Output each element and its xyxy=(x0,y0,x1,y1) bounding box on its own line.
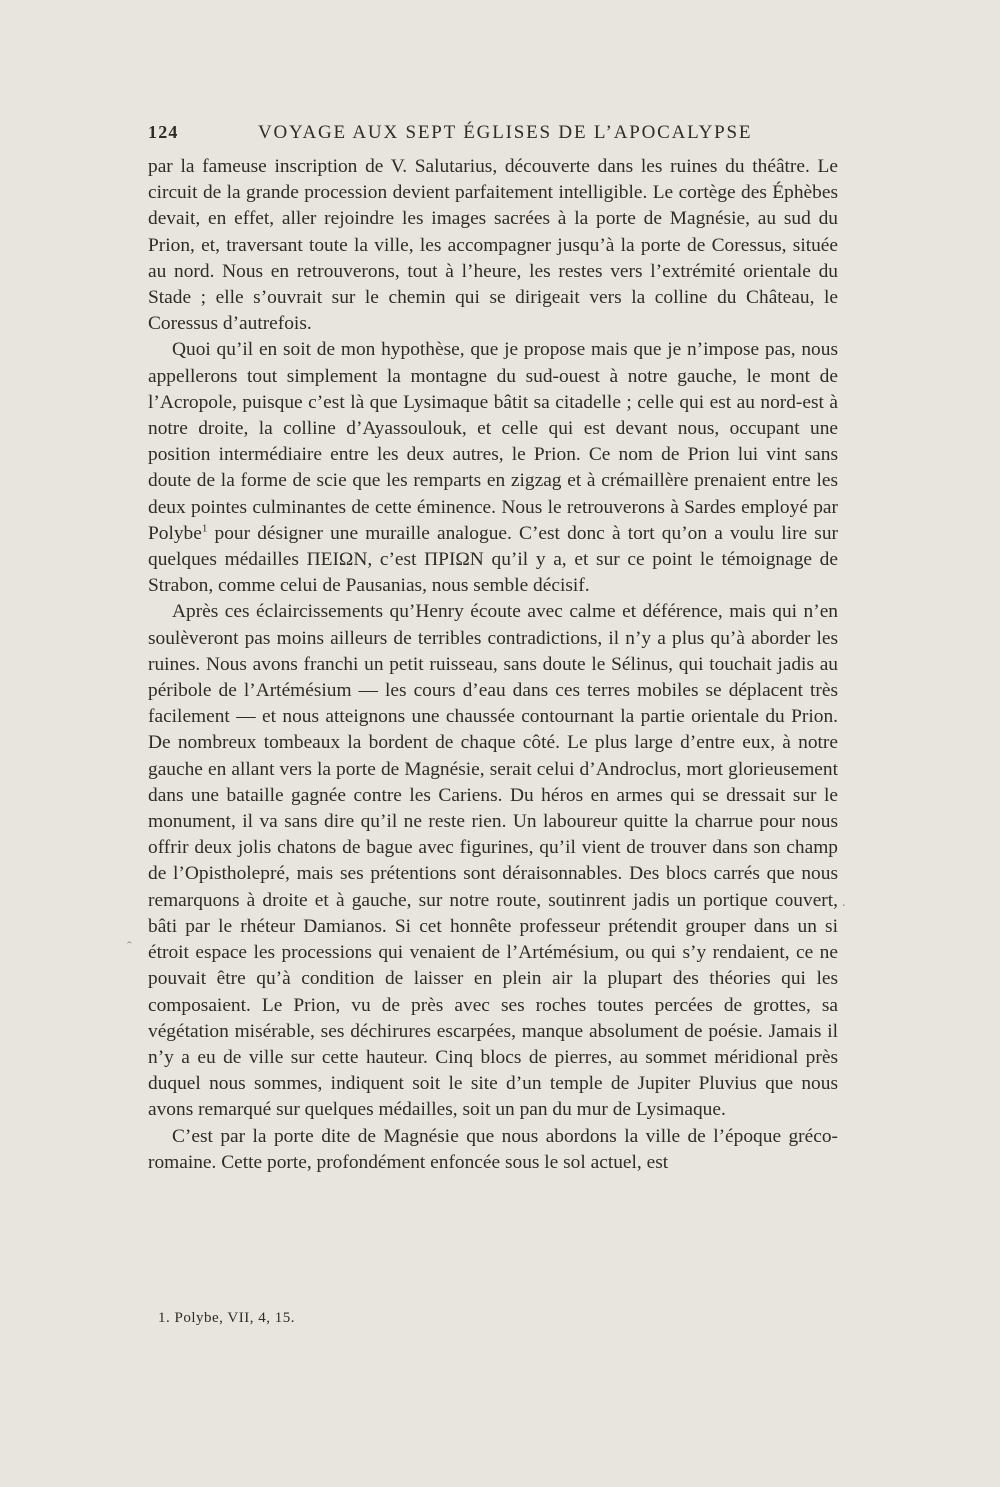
paragraph-prion-hypothesis xyxy=(148,337,838,599)
paragraph-text-part: Quoi qu’il en soit de mon hypothèse, que je propose mais que je n’impose pas, nous appellerons tout simplement la montagne du sud-ouest à notre gauche, le mont de l’Acropole, puisque c’est là que Lysimaque bâtit sa citadelle ; celle qui est au nord-est à notre droite, la colline d’Ayassoulouk, et celle qui est devant nous, occupant une position intermédiaire entre les deux autres, le Prion. Ce nom de Prion lui vint sans doute de la forme de scie que les remparts en zigzag et à crémaillère prenaient entre les deux pointes culminantes de cette éminence. Nous le retrouverons à Sardes employé par Polybe xyxy=(148,339,838,544)
page-header xyxy=(148,118,838,148)
paragraph-magnesia-gate: C’est par la porte dite de Magnésie que nous abordons la ville de l’époque gréco-romaine. Cette porte, profondément enfoncée sous le sol actuel, est xyxy=(148,1125,838,1173)
running-head: VOYAGE AUX SEPT ÉGLISES DE L’APOCALYPSE xyxy=(258,122,753,143)
paragraph-continuation: par la fameuse inscription de V. Salutarius, découverte dans les ruines du théâtre. Le circuit de la grande procession devient parfaitement intelligible. Le cortège des Éphèbes devait, en effet, aller rejoindre les images sacrées à la porte de Magnésie, au sud du Prion, et, traversant toute la ville, les accompagner jusqu’à la porte de Coressus, située au nord. Nous en retrouverons, tout à l’heure, les restes vers l’extrémité orientale du Stade ; elle s’ouvrait sur le chemin qui se dirigeait vers la colline du Château, le Coressus d’autrefois. xyxy=(148,156,838,335)
footnote: 1. Polybe, VII, 4, 15. xyxy=(158,1310,295,1326)
stray-mark: ˆ xyxy=(127,940,132,955)
footnote-reference: 1 xyxy=(201,522,208,535)
stray-dot: . xyxy=(842,895,846,910)
paragraph-text-part: pour désigner une muraille analogue. C’est donc à tort qu’on a voulu lire sur quelques médailles ΠΕΙΩΝ, c’est ΠΡΙΩΝ qu’il y a, et sur ce point le témoignage de Strabon, comme celui de Pausanias, nous semble décisif. xyxy=(148,522,838,597)
paragraph-ruins-approach: Après ces éclaircissements qu’Henry écoute avec calme et déférence, mais qui n’en soulèveront pas moins ailleurs de terribles contradictions, il n’y a plus qu’à aborder les ruines. Nous avons franchi un petit ruisseau, sans doute le Sélinus, qui touchait jadis au péribole de l’Artémésium — les cours d’eau dans ces terres mobiles se déplacent très facilement — et nous atteignons une chaussée contournant la partie orientale du Prion. De nombreux tombeaux la bordent de chaque côté. Le plus large d’entre eux, à notre gauche en allant vers la porte de Magnésie, serait celui d’Androclus, mort glorieusement dans une bataille gagnée contre les Cariens. Du héros en armes qui se dressait sur le monument, il va sans dire qu’il ne reste rien. Un laboureur quitte la charrue pour nous offrir deux jolis chatons de bague avec figurines, qu’il vient de trouver dans son champ de l’Opistholepré, mais ses prétentions sont déraisonnables. Des blocs carrés que nous remarquons à droite et à gauche, sur notre route, soutinrent jadis un portique couvert, bâti par le rhéteur Damianos. Si cet honnête professeur prétendit grouper dans un si étroit espace les processions qui venaient de l’Artémésium, ou qui s’y rendaient, ce ne pouvait être qu’à condition de laisser en plein air la plupart des théories qui les composaient. Le Prion, vu de près avec ses roches toutes percées de grottes, sa végétation misérable, ses déchirures escarpées, manque absolument de poésie. Jamais il n’y a eu de ville sur cette hauteur. Cinq blocs de pierres, au sommet méridional près duquel nous sommes, indiquent soit le site d’un temple de Jupiter Pluvius que nous avons remarqué sur quelques médailles, soit un pan du mur de Lysimaque. xyxy=(148,601,838,1121)
body-text xyxy=(148,154,838,1176)
page-number: 124 xyxy=(148,122,179,142)
